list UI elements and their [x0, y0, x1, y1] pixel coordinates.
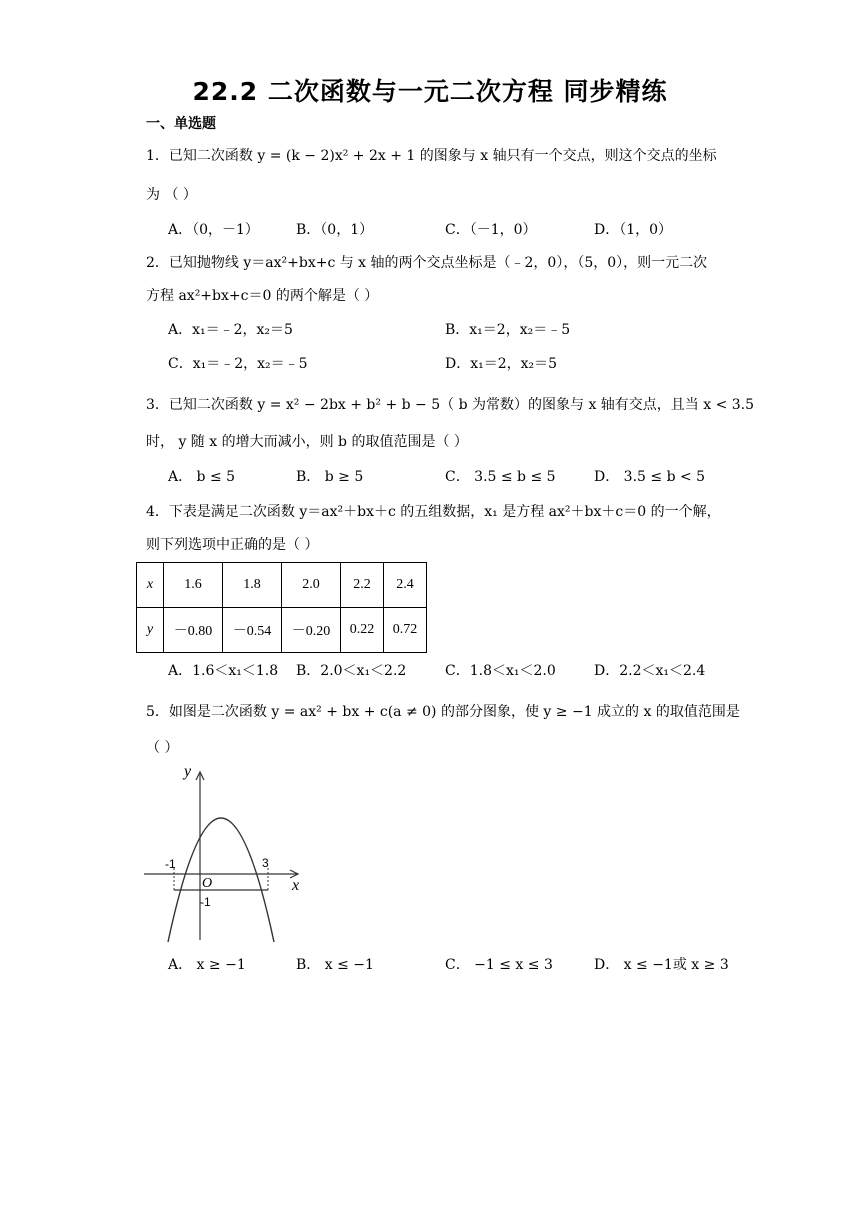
q5-option-b[interactable]: B． x ≤ −1 [296, 957, 374, 973]
x-axis-label: x [292, 877, 300, 894]
q3-option-a[interactable]: A． b ≤ 5 [168, 469, 236, 485]
y-mark-label: -1 [200, 895, 211, 909]
table-cell: －0.20 [282, 608, 341, 653]
parabola-curve [168, 818, 274, 942]
q3-option-c[interactable]: C． 3.5 ≤ b ≤ 5 [445, 469, 556, 485]
q5-option-a[interactable]: A． x ≥ −1 [168, 957, 246, 973]
table-row-x [137, 563, 427, 608]
q1-option-c[interactable]: C．（－1，0） [445, 222, 537, 238]
question-2-line-1: 2．已知抛物线 y＝ax²+bx+c 与 x 轴的两个交点坐标是（﹣2，0），（5，0），则一元二次 [146, 255, 708, 271]
table-header-y: y [137, 608, 164, 653]
q2-option-b[interactable]: B．x₁＝2，x₂＝﹣5 [445, 322, 571, 338]
parabola-graph [140, 760, 310, 945]
q2-option-a[interactable]: A．x₁＝﹣2，x₂＝5 [168, 322, 293, 338]
q5-option-d[interactable]: D． x ≤ −1或 x ≥ 3 [594, 957, 729, 973]
table-cell: －0.80 [164, 608, 223, 653]
q2-option-c[interactable]: C．x₁＝﹣2，x₂＝﹣5 [168, 356, 308, 372]
question-1-line-2: 为 （ ） [146, 187, 197, 203]
table-row-y [137, 608, 427, 653]
left-root-label: -1 [165, 857, 176, 871]
q3-option-d[interactable]: D． 3.5 ≤ b < 5 [594, 469, 706, 485]
question-1-line-1: 1．已知二次函数 y = (k − 2)x² + 2x + 1 的图象与 x 轴只有一个交点，则这个交点的坐标 [146, 148, 717, 164]
table-cell: 2.2 [341, 563, 384, 608]
q2-option-d[interactable]: D．x₁＝2，x₂＝5 [445, 356, 558, 372]
table-cell: －0.54 [223, 608, 282, 653]
q5-option-c[interactable]: C． −1 ≤ x ≤ 3 [445, 957, 553, 973]
q4-option-c[interactable]: C．1.8＜x₁＜2.0 [445, 663, 556, 679]
table-cell: 2.0 [282, 563, 341, 608]
table-cell: 0.72 [384, 608, 427, 653]
question-3-line-2: 时， y 随 x 的增大而减小，则 b 的取值范围是（ ） [146, 434, 468, 450]
q1-option-d[interactable]: D．（1，0） [594, 222, 673, 238]
q4-option-b[interactable]: B．2.0＜x₁＜2.2 [296, 663, 407, 679]
right-root-label: 3 [262, 856, 269, 870]
question-2-line-2: 方程 ax²+bx+c＝0 的两个解是（ ） [146, 288, 379, 304]
q4-option-d[interactable]: D．2.2＜x₁＜2.4 [594, 663, 706, 679]
origin-label: O [202, 876, 213, 891]
section-heading: 一、单选题 [146, 116, 216, 132]
q1-option-b[interactable]: B．（0，1） [296, 222, 374, 238]
question-3-line-1: 3．已知二次函数 y = x² − 2bx + b² + b − 5（ b 为常数）的图象与 x 轴有交点，且当 x < 3.5 [146, 397, 755, 413]
question-4-line-2: 则下列选项中正确的是（ ） [146, 537, 319, 553]
table-header-x: x [137, 563, 164, 608]
y-axis-label: y [184, 763, 192, 780]
table-cell: 0.22 [341, 608, 384, 653]
table-cell: 1.8 [223, 563, 282, 608]
data-table [136, 562, 427, 653]
q4-option-a[interactable]: A．1.6＜x₁＜1.8 [168, 663, 279, 679]
table-cell: 1.6 [164, 563, 223, 608]
q3-option-b[interactable]: B． b ≥ 5 [296, 469, 364, 485]
question-5-line-1: 5．如图是二次函数 y = ax² + bx + c(a ≠ 0) 的部分图象，使 y ≥ −1 成立的 x 的取值范围是 [146, 704, 740, 720]
table-cell: 2.4 [384, 563, 427, 608]
page-title: 22.2 二次函数与一元二次方程 同步精练 [192, 77, 668, 106]
q1-option-a[interactable]: A．（0，－1） [168, 222, 259, 238]
question-4-line-1: 4．下表是满足二次函数 y＝ax²＋bx＋c 的五组数据，x₁ 是方程 ax²＋bx＋c＝0 的一个解， [146, 504, 721, 520]
question-5-line-2: （ ） [146, 740, 179, 756]
